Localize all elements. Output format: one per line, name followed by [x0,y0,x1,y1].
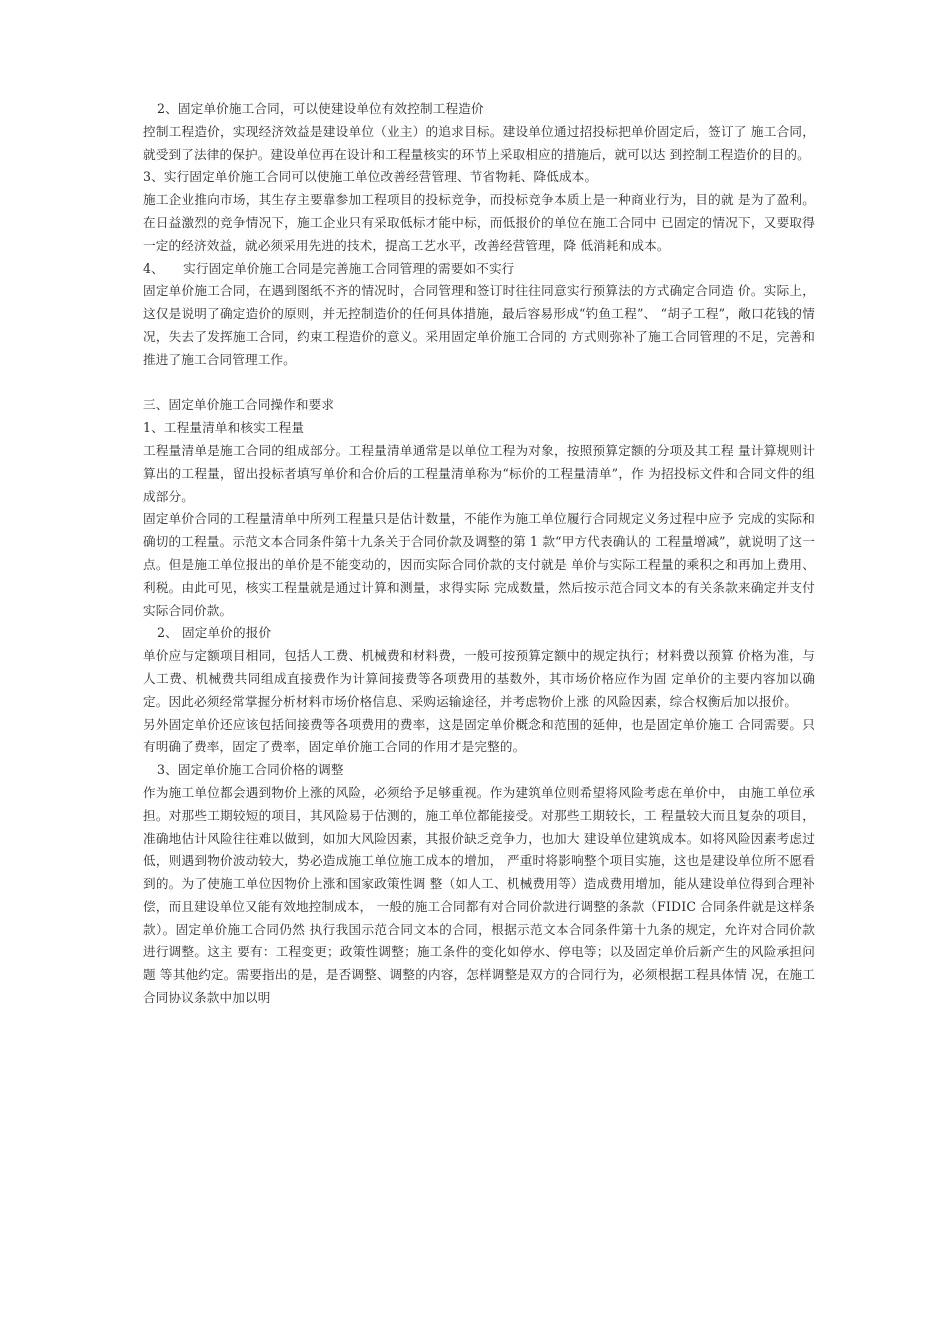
body-paragraph-8: 作为施工单位都会遇到物价上涨的风险，必须给予足够重视。作为建筑单位则希望将风险考虑在单价中， 由施工单位承担。对那些工期较短的项目，其风险易于估测的，施工单位都能接受。对那些工期较长，工 程量较大而且复杂的项目，准确地估计风险往往难以做到，如加大风险因素，其报价缺乏竞争力，也加大 建设单位建筑成本。如将风险因素考虑过低，则遇到物价波动较大，势必造成施工单位施工成本的增加， 严重时将影响整个项目实施，这也是建设单位所不愿看到的。为了使施工单位因物价上涨和国家政策性调 整（如人工、机械费用等）造成费用增加，能从建设单位得到合理补偿，而且建设单位又能有效地控制成本， 一般的施工合同都有对合同价款进行调整的条款（FIDIC 合同条件就是这样条款）。固定单价施工合同仍然 执行我国示范合同文本的合同，根据示范文本合同条件第十九条的规定，允许对合同价款进行调整。这主 要有：工程变更；政策性调整；施工条件的变化如停水、停电等；以及固定单价后新产生的风险承担问题 等其他约定。需要指出的是，是否调整、调整的内容，怎样调整是双方的合同行为，必须根据工程具体情 况，在施工合同协议条款中加以明 [143,784,815,1006]
body-paragraph-6: 单价应与定额项目相同，包括人工费、机械费和材料费，一般可按预算定额中的规定执行；材料费以预算 价格为准，与人工费、机械费共同组成直接费作为计算间接费等各项费用的基数外，其市场价格应作为固 定单价的主要内容加以确定。因此必须经常掌握分析材料市场价格信息、采购运输途径，并考虑物价上涨 的风险因素，综合权衡后加以报价。 [143,648,815,709]
body-paragraph-7: 另外固定单价还应该包括间接费等各项费用的费率，这是固定单价概念和范围的延伸，也是固定单价施工 合同需要。只有明确了费率，固定了费率，固定单价施工合同的作用才是完整的。 [143,716,815,755]
section-heading-6: 2、 固定单价的报价 [157,625,272,641]
body-paragraph-1: 控制工程造价，实现经济效益是建设单位（业主）的追求目标。建设单位通过招投标把单价固定后，签订了 施工合同，就受到了法律的保护。建设单位再在设计和工程量核实的环节上采取相应的措施后，就可以达 到控制工程造价的目的。 [143,123,815,162]
section-heading-5: 1、工程量清单和核实工程量 [143,420,305,436]
section-heading-2: 3、实行固定单价施工合同可以使施工单位改善经营管理、节省物耗、降低成本。 [143,169,598,185]
section-heading-7: 3、固定单价施工合同价格的调整 [157,762,344,778]
body-paragraph-4: 工程量清单是施工合同的组成部分。工程量清单通常是以单位工程为对象，按照预算定额的分项及其工程 量计算规则计算出的工程量，留出投标者填写单价和合价后的工程量清单称为“标价的工程量清单”，作 为招投标文件和合同文件的组成部分。 [143,442,815,504]
section-heading-1: 2、固定单价施工合同，可以使建设单位有效控制工程造价 [157,101,484,116]
body-paragraph-2: 施工企业推向市场，其生存主要靠参加工程项目的投标竞争，而投标竞争本质上是一种商业行为，目的就 是为了盈利。在日益激烈的竞争情况下，施工企业只有采取低标才能中标，而低报价的单位在施工合同中 已固定的情况下，又要取得一定的经济效益，就必须采用先进的技术，提高工艺水平，改善经营管理，降 低消耗和成本。 [143,192,815,253]
section-heading-3: 4、 实行固定单价施工合同是完善施工合同管理的需要如不实行 [143,260,515,276]
blank-line [143,372,815,395]
body-paragraph-3: 固定单价施工合同，在遇到图纸不齐的情况时，合同管理和签订时往往同意实行预算法的方式确定合同造 价。实际上，这仅是说明了确定造价的原则，并无控制造价的任何具体措施，最后容易形成“钓鱼工程”、 “胡子工程”，敞口花钱的情况，失去了发挥施工合同，约束工程造价的意义。采用固定单价施工合同的 方式则弥补了施工合同管理的不足，完善和推进了施工合同管理工作。 [143,283,815,367]
body-paragraph-5: 固定单价合同的工程量清单中所列工程量只是估计数量，不能作为施工单位履行合同规定义务过程中应予 完成的实际和确切的工程量。示范文本合同条件第十九条关于合同价款及调整的第 1 款“甲方代表确认的 工程量增减”，就说明了这一点。但是施工单位报出的单价是不能变动的，因而实际合同价款的支付就是 单价与实际工程量的乘积之和再加上费用、利税。由此可见，核实工程量就是通过计算和测量，求得实际 完成数量，然后按示范合同文本的有关条款来确定并支付实际合同价款。 [143,511,815,618]
section-heading-4: 三、固定单价施工合同操作和要求 [143,397,335,413]
document-body [143,98,815,1010]
